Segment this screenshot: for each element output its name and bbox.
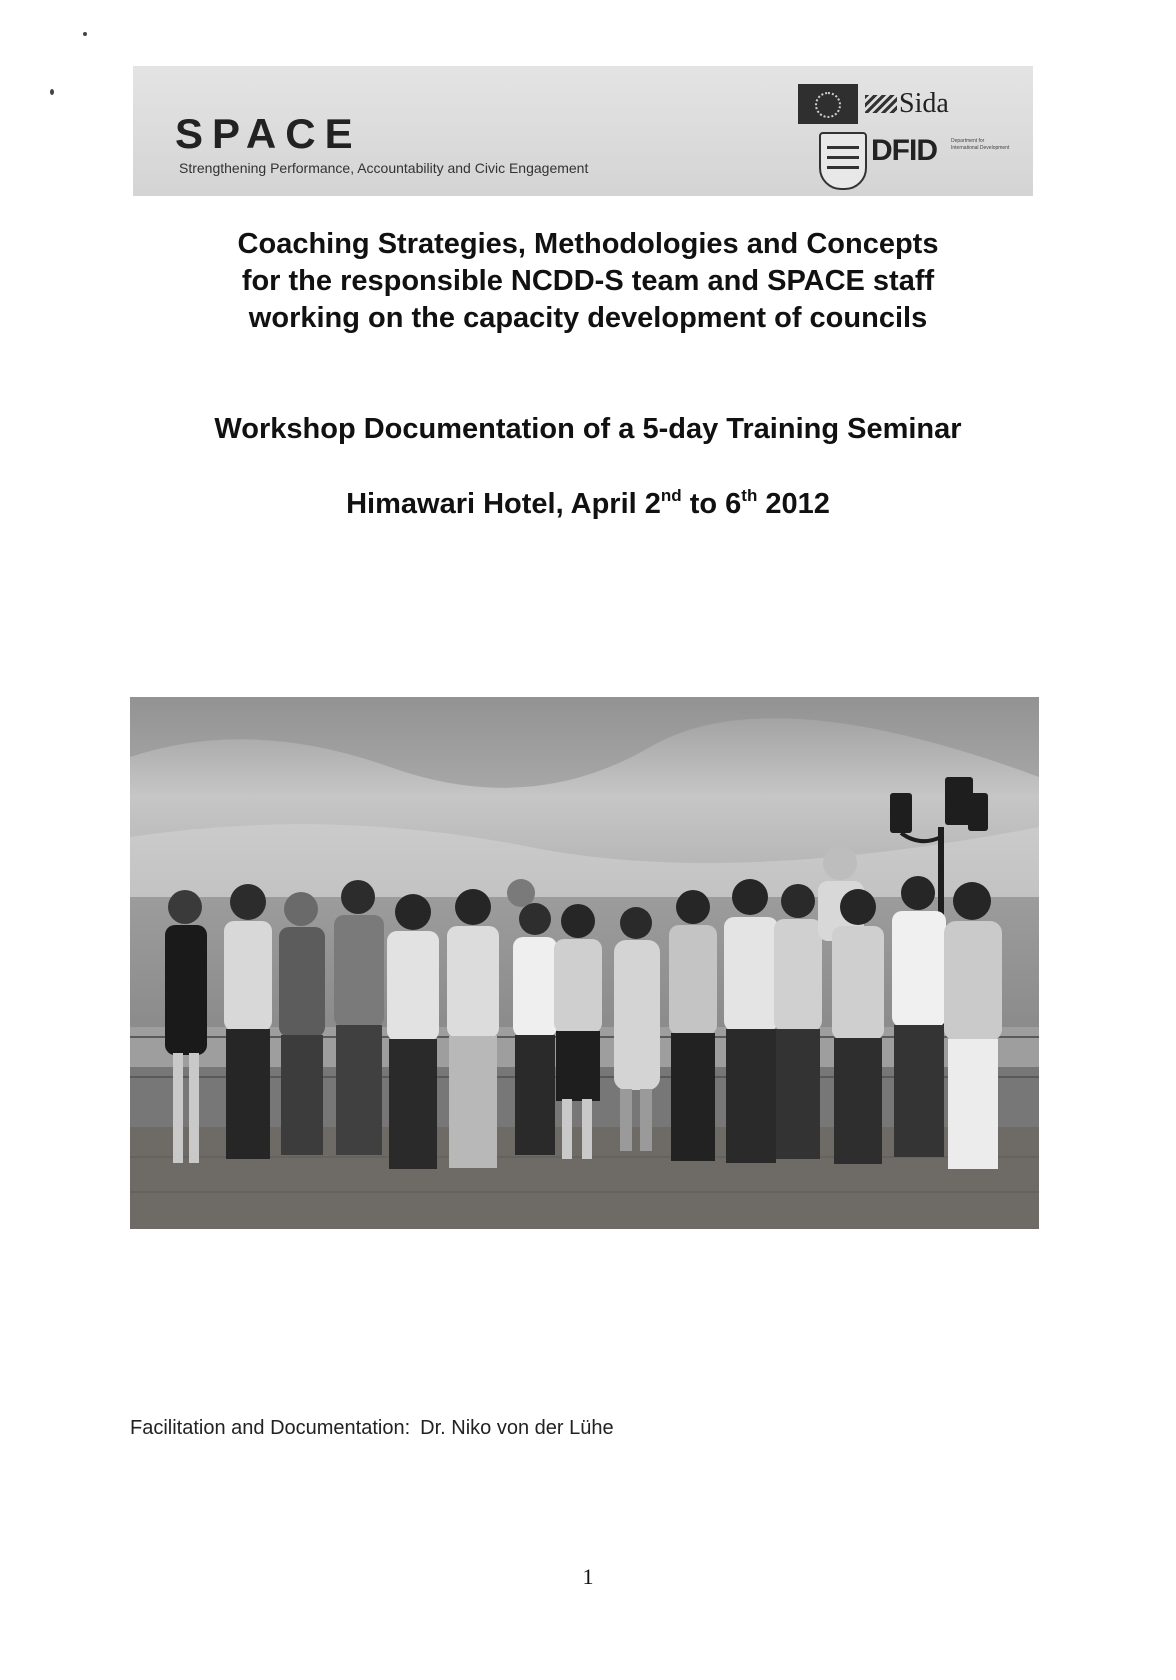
header-banner	[133, 66, 1033, 196]
banner-subtitle: Strengthening Performance, Accountability and Civic Engagement	[179, 160, 589, 176]
sida-logo: Sida	[865, 88, 949, 120]
banner-title: SPACE	[175, 110, 362, 157]
facilitator-name: Dr. Niko von der Lühe	[420, 1417, 614, 1439]
scan-speck	[50, 89, 54, 95]
sida-mark-icon	[865, 95, 897, 113]
facilitation-label: Facilitation and Documentation:	[130, 1417, 411, 1439]
facilitation-credit	[130, 1417, 614, 1440]
dfid-logo: DFID Department for International Development	[871, 134, 937, 168]
document-title	[0, 226, 1176, 337]
title-line: Coaching Strategies, Methodologies and Concepts	[237, 228, 939, 260]
venue-date: Himawari Hotel, April 2nd to 6th 2012	[346, 486, 830, 520]
page-number: 1	[582, 1564, 594, 1589]
document-subtitle: Workshop Documentation of a 5-day Training Seminar	[214, 413, 962, 445]
government-seal-icon	[819, 132, 867, 190]
title-line: working on the capacity development of councils	[248, 302, 928, 334]
title-line: for the responsible NCDD-S team and SPACE staff	[241, 265, 935, 297]
dfid-small-text: Department for International Development	[951, 138, 1010, 151]
eu-flag-icon	[798, 84, 858, 124]
group-photo-image	[130, 697, 1039, 1229]
scan-speck	[83, 32, 87, 36]
